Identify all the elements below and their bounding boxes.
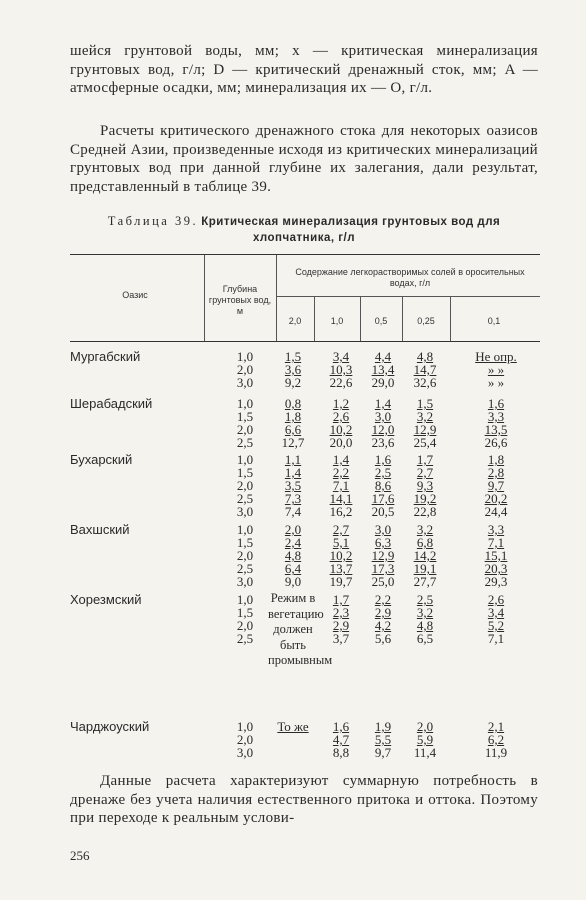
table-cell: 29,3 — [484, 574, 508, 590]
table-cell: 23,6 — [371, 435, 395, 451]
table-cell: » » — [487, 375, 505, 391]
table-cell: 1,5 — [236, 535, 254, 551]
paragraph-conclusion: Данные расчета характеризуют суммарную потребность в дренаже без учета наличия естественного притока и оттока. Поэтому при переходе к реальным услови- — [70, 773, 538, 826]
table-cell: 1,5 — [236, 465, 254, 481]
table-row — [0, 549, 586, 562]
table-cell: 6,3 — [374, 535, 392, 551]
table-row — [0, 363, 586, 376]
table-cell: 2,5 — [236, 491, 254, 507]
table-cell: 3,4 — [487, 605, 505, 621]
table-cell: 2,6 — [332, 409, 350, 425]
table-cell: 29,0 — [371, 375, 395, 391]
table-cell: 32,6 — [413, 375, 437, 391]
table-cell: 9,3 — [416, 478, 434, 494]
table-cell: 2,2 — [332, 465, 350, 481]
table-cell: Не опр. — [475, 349, 517, 364]
table-cell: 8,8 — [332, 745, 350, 761]
table-cell: 2,7 — [416, 465, 434, 481]
table-row — [0, 505, 586, 518]
table-cell: » » — [487, 362, 505, 378]
table-cell: 1,5 — [236, 605, 254, 621]
table-cell: 2,5 — [416, 592, 434, 607]
table-cell: 3,2 — [416, 409, 434, 425]
table-cell: 19,2 — [413, 491, 437, 507]
table-cell: 10,3 — [329, 362, 353, 378]
table-cell: 3,2 — [416, 522, 434, 537]
table-cell: 4,4 — [374, 349, 392, 364]
table-row — [0, 436, 586, 449]
table-cell: 1,4 — [284, 465, 302, 481]
table-cell: 22,6 — [329, 375, 353, 391]
table-cell: 11,4 — [413, 745, 437, 761]
table-row — [0, 733, 586, 746]
table-cell: 3,0 — [374, 522, 392, 537]
table-cell: 9,7 — [487, 478, 505, 494]
table-cell: 4,7 — [332, 732, 350, 748]
table-cell: 19,7 — [329, 574, 353, 590]
table-cell: 24,4 — [484, 504, 508, 520]
table-cell: 9,7 — [374, 745, 392, 761]
table-cell: 1,1 — [284, 452, 302, 467]
table-cell: 1,6 — [487, 396, 505, 411]
paragraph-calculation: Расчеты критического дренажного стока для некоторых оазисов Средней Азии, произведенные исходя из критических минерализаций грунтовых вод при данной глубине их залегания, дали результат, представленный в таблице 39. — [70, 123, 538, 195]
table-cell: 3,0 — [236, 574, 254, 590]
header-salt-col: 2,0 — [288, 316, 302, 326]
oasis-name: Вахшский — [70, 522, 130, 537]
table-cell: 17,3 — [371, 561, 395, 577]
table-cell: 8,6 — [374, 478, 392, 494]
table-cell: 2,9 — [332, 618, 350, 634]
table-cell: 3,5 — [284, 478, 302, 494]
table-cell: 10,2 — [329, 422, 353, 438]
paragraph-intro: шейся грунтовой воды, мм; x — критическая минерализация грунтовых вод, г/л; D — критический дренажный сток, мм; A — атмосферные осадки, мм; минерализация их — O, г/л. — [70, 43, 538, 96]
oasis-name: Бухарский — [70, 452, 133, 467]
header-salt-col: 0,5 — [374, 316, 388, 326]
table-row — [0, 453, 586, 466]
table-cell: 2,7 — [332, 522, 350, 537]
table-cell: 25,0 — [371, 574, 395, 590]
table-cell: 6,5 — [416, 631, 434, 647]
table-cell: 1,9 — [374, 719, 392, 734]
table-cell: 9,2 — [284, 375, 302, 391]
table-row — [0, 746, 586, 759]
table-cell: 2,8 — [487, 465, 505, 481]
table-cell: 1,6 — [332, 719, 350, 734]
table-cell: 19,1 — [413, 561, 437, 577]
table-cell: 2,5 — [236, 561, 254, 577]
table-cell: 3,0 — [374, 409, 392, 425]
table-cell: 12,7 — [281, 435, 305, 451]
table-cell: 22,8 — [413, 504, 437, 520]
table-cell: 5,2 — [487, 618, 505, 634]
table-cell: 2,1 — [487, 719, 505, 734]
table-cell: 1,7 — [416, 452, 434, 467]
table-row — [0, 523, 586, 536]
table-cell: 7,1 — [487, 535, 505, 551]
header-depth: Глубина грунтовых вод, м — [208, 284, 272, 316]
table-cell: 1,8 — [487, 452, 505, 467]
header-salt-col: 0,25 — [417, 316, 435, 326]
table-row — [0, 492, 586, 505]
table-cell: 3,0 — [236, 504, 254, 520]
oasis-name: Хорезмский — [70, 592, 142, 607]
table-cell: 2,0 — [284, 522, 302, 537]
table-cell: 1,4 — [374, 396, 392, 411]
table-header-rule — [70, 341, 540, 342]
table-row — [0, 479, 586, 492]
table-cell: 26,6 — [484, 435, 508, 451]
table-cell: 3,3 — [487, 409, 505, 425]
table-row — [0, 575, 586, 588]
table-cell: 2,0 — [236, 422, 254, 438]
oasis-name: Мургабский — [70, 349, 141, 364]
table-cell: 1,0 — [236, 452, 254, 467]
table-cell: 1,5 — [284, 349, 302, 364]
table-cell: 5,9 — [416, 732, 434, 748]
table-cell: 6,8 — [416, 535, 434, 551]
table-cell: 20,0 — [329, 435, 353, 451]
oasis-name: Шерабадский — [70, 396, 153, 411]
header-salts: Содержание легкорастворимых солей в оросительных водах, г/л — [295, 267, 525, 288]
table-cell: 20,3 — [484, 561, 508, 577]
table-cell: 3,4 — [332, 349, 350, 364]
table-cell: 2,5 — [236, 631, 254, 647]
table-cell: 14,1 — [329, 491, 353, 507]
table-caption — [70, 214, 538, 246]
header-salt-col: 1,0 — [330, 316, 344, 326]
table-subheader-rule — [276, 296, 540, 297]
table-row — [0, 376, 586, 389]
table-top-rule — [70, 254, 540, 255]
table-cell: 3,6 — [284, 362, 302, 378]
table-cell: 1,5 — [416, 396, 434, 411]
table-cell: 14,7 — [413, 362, 437, 378]
table-cell: 4,8 — [416, 618, 434, 634]
table-cell: 3,2 — [416, 605, 434, 621]
table-row — [0, 397, 586, 410]
table-cell: 1,0 — [236, 719, 254, 734]
table-cell: 2,6 — [487, 592, 505, 607]
table-cell: 1,2 — [332, 396, 350, 411]
table-cell: 3,0 — [236, 745, 254, 761]
table-cell: 2,9 — [374, 605, 392, 621]
table-cell: 2,0 — [236, 548, 254, 564]
table-cell: 2,5 — [374, 465, 392, 481]
table-cell: 13,4 — [371, 362, 395, 378]
table-cell: 17,6 — [371, 491, 395, 507]
table-row — [0, 466, 586, 479]
table-cell: 25,4 — [413, 435, 437, 451]
table-cell: 1,5 — [236, 409, 254, 425]
table-cell: 6,4 — [284, 561, 302, 577]
table-cell: 13,7 — [329, 561, 353, 577]
table-cell: 20,2 — [484, 491, 508, 507]
table-cell: 1,6 — [374, 452, 392, 467]
table-cell: 2,3 — [332, 605, 350, 621]
table-cell: 12,9 — [413, 422, 437, 438]
table-caption-label: Таблица 39. — [107, 214, 199, 228]
table-cell: То же — [277, 719, 309, 734]
table-cell: 2,0 — [236, 478, 254, 494]
header-oasis: Оазис — [122, 290, 148, 300]
table-row — [0, 410, 586, 423]
table-cell: 4,2 — [374, 618, 392, 634]
table-cell: 2,0 — [236, 618, 254, 634]
table-divider — [276, 255, 277, 341]
table-row — [0, 350, 586, 363]
table-cell: 12,9 — [371, 548, 395, 564]
table-cell: 2,5 — [236, 435, 254, 451]
table-cell: 1,7 — [332, 592, 350, 607]
table-cell: 7,1 — [332, 478, 350, 494]
table-cell: 2,2 — [374, 592, 392, 607]
table-cell: 15,1 — [484, 548, 508, 564]
table-cell: 27,7 — [413, 574, 437, 590]
table-cell: 9,0 — [284, 574, 302, 590]
table-cell: 5,1 — [332, 535, 350, 551]
table-cell: 13,5 — [484, 422, 508, 438]
table-cell: 3,3 — [487, 522, 505, 537]
table-row — [0, 423, 586, 436]
table-cell: 7,3 — [284, 491, 302, 507]
table-cell: 5,6 — [374, 631, 392, 647]
table-cell: 2,0 — [236, 362, 254, 378]
table-cell: 1,0 — [236, 396, 254, 411]
table-cell: 16,2 — [329, 504, 353, 520]
table-cell: 2,0 — [236, 732, 254, 748]
table-cell: 6,2 — [487, 732, 505, 748]
table-cell: 3,0 — [236, 375, 254, 391]
oasis-name: Чарджоуский — [70, 719, 150, 734]
table-row — [0, 562, 586, 575]
table-cell: 1,0 — [236, 592, 254, 607]
table-cell: 6,6 — [284, 422, 302, 438]
table-note: Режим в вегетацию должен быть промывным — [268, 591, 333, 668]
table-cell: 2,0 — [416, 719, 434, 734]
table-cell: 0,8 — [284, 396, 302, 411]
table-caption-title: Критическая минерализация грунтовых вод для хлопчатника, г/л — [201, 216, 501, 244]
table-row — [0, 720, 586, 733]
table-cell: 4,8 — [416, 349, 434, 364]
table-cell: 2,4 — [284, 535, 302, 551]
table-cell: 5,5 — [374, 732, 392, 748]
table-divider — [204, 255, 205, 341]
table-cell: 1,8 — [284, 409, 302, 425]
table-cell: 4,8 — [284, 548, 302, 564]
page-number: 256 — [70, 848, 90, 863]
table-cell: 7,4 — [284, 504, 302, 520]
table-cell: 12,0 — [371, 422, 395, 438]
table-cell: 11,9 — [484, 745, 508, 761]
header-salt-col: 0,1 — [487, 316, 501, 326]
table-cell: 20,5 — [371, 504, 395, 520]
table-cell: 3,7 — [332, 631, 350, 647]
table-row — [0, 536, 586, 549]
table-cell: 10,2 — [329, 548, 353, 564]
table-cell: 7,1 — [487, 631, 505, 647]
table-cell: 1,4 — [332, 452, 350, 467]
table-cell: 1,0 — [236, 349, 254, 364]
table-cell: 1,0 — [236, 522, 254, 537]
table-cell: 14,2 — [413, 548, 437, 564]
